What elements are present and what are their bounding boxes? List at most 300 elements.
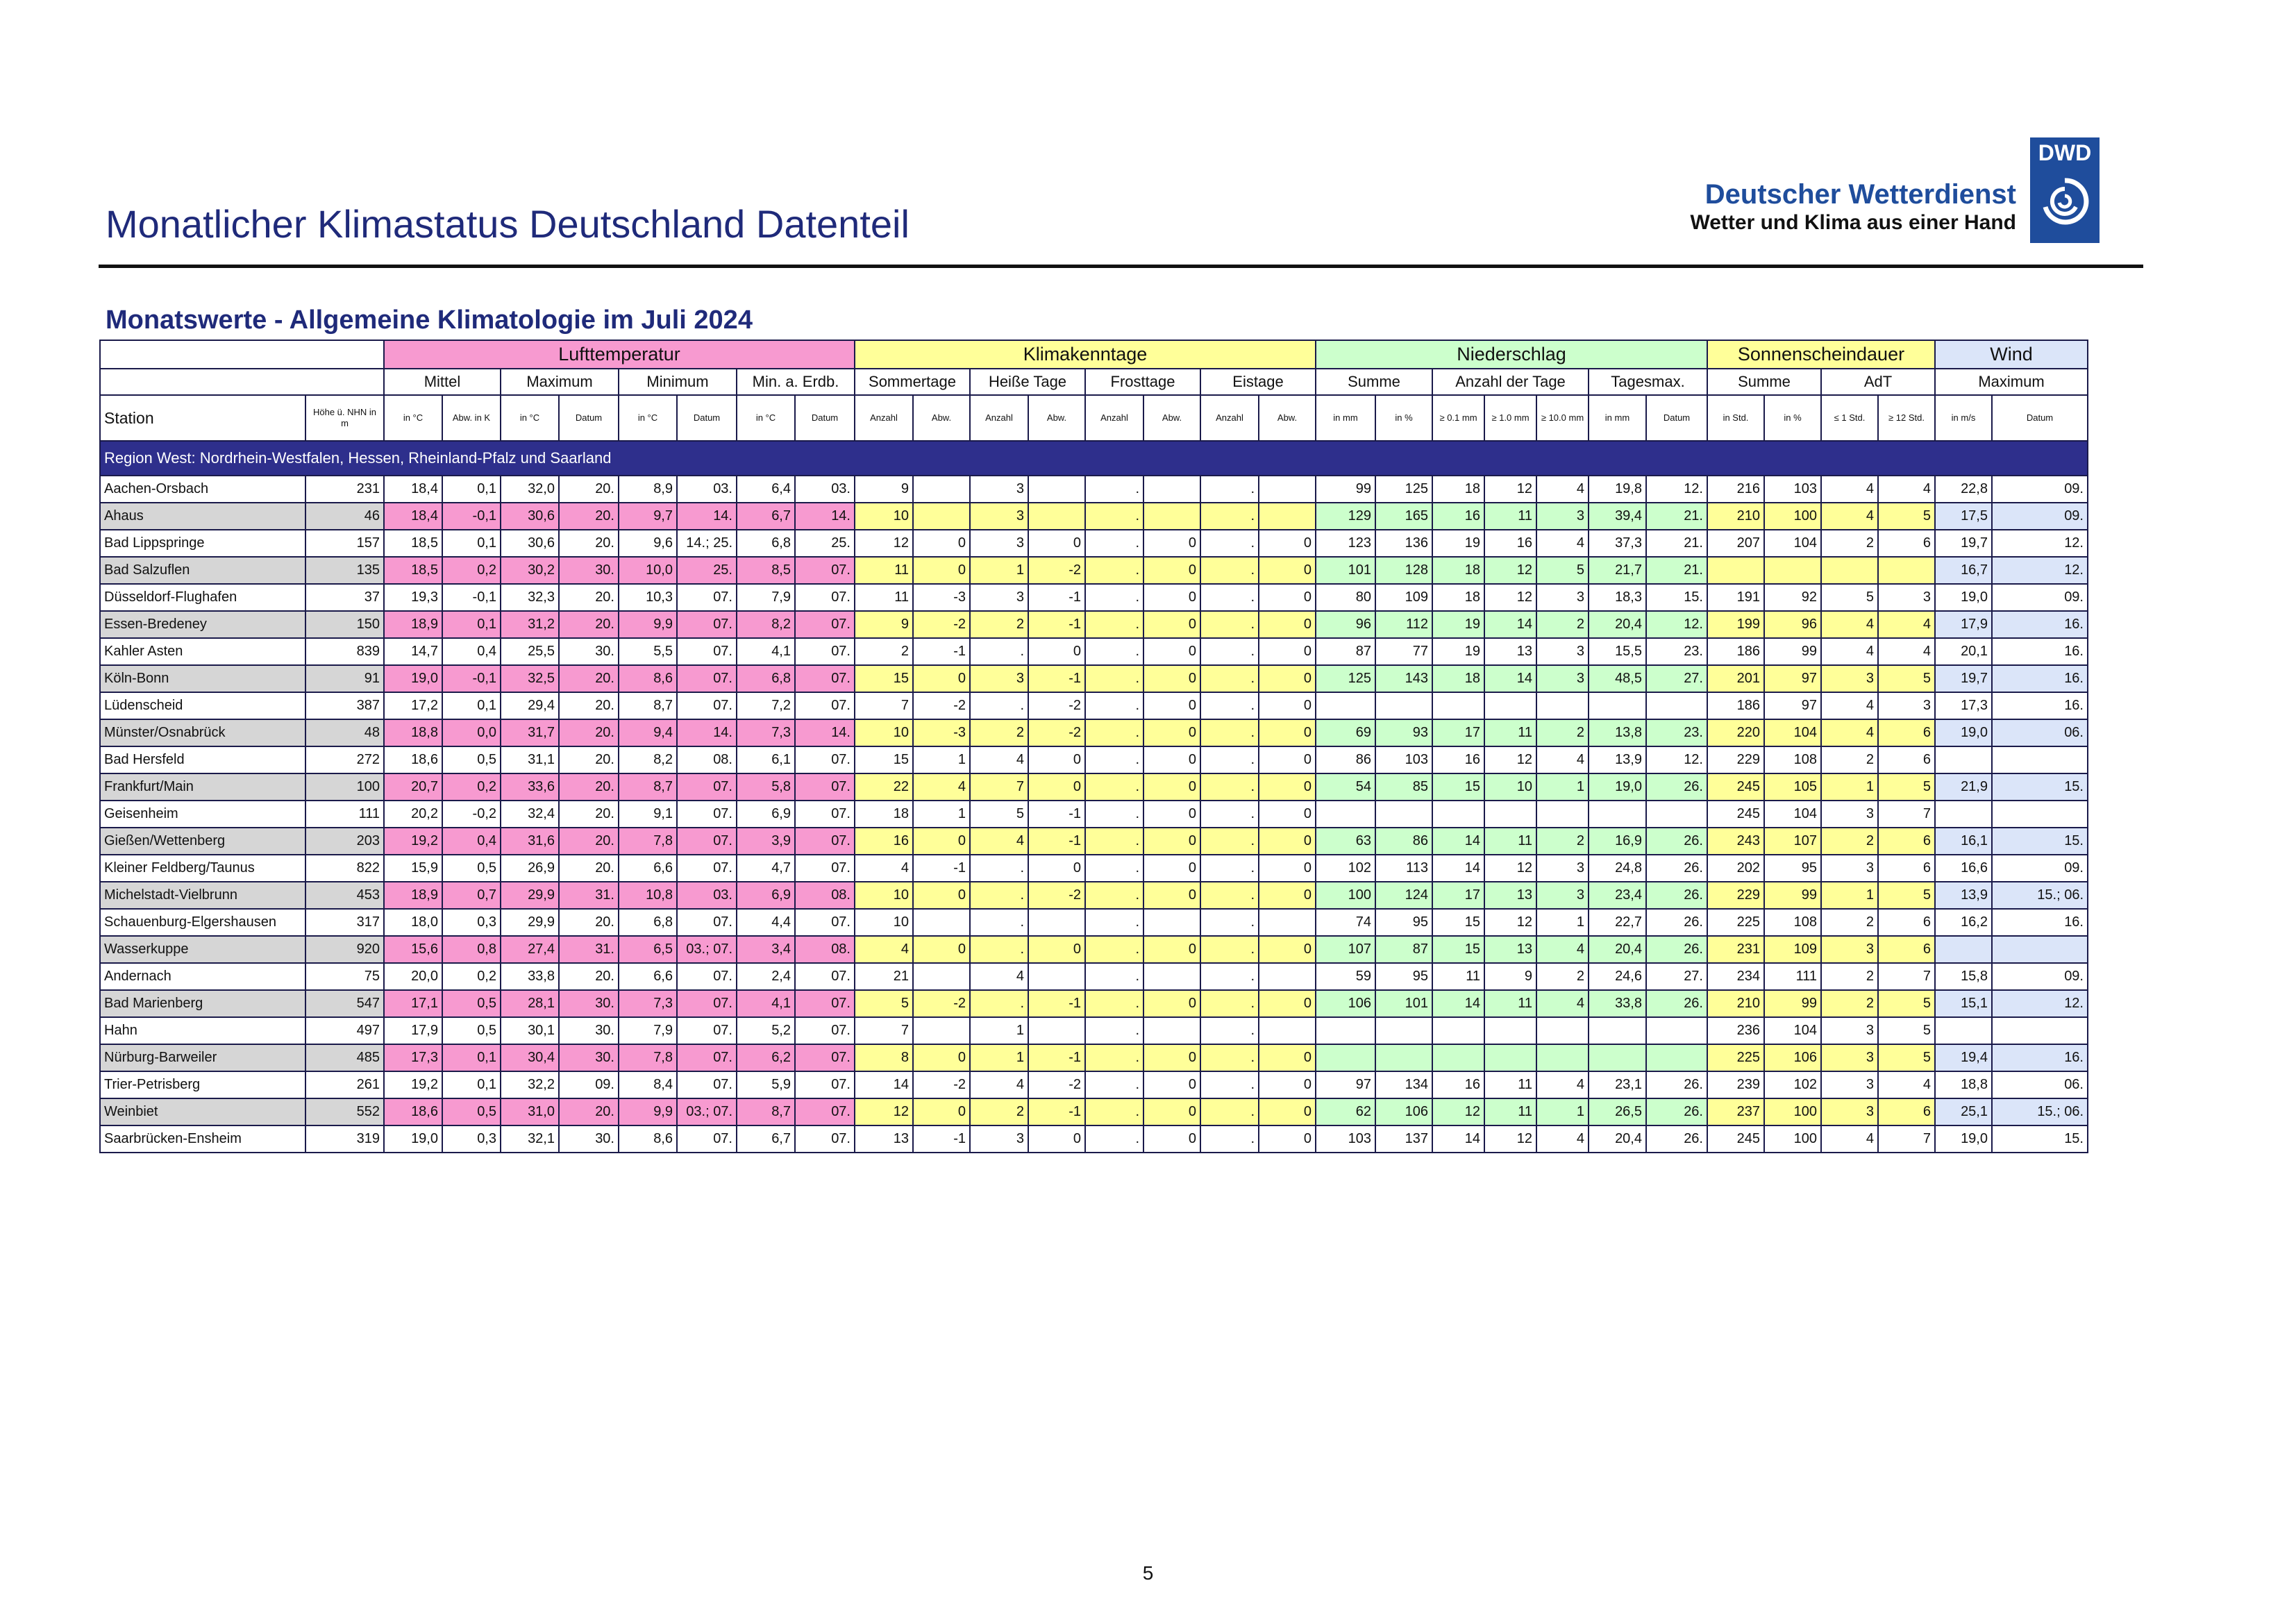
- table-cell: 15: [1432, 773, 1484, 801]
- table-cell: 3: [970, 476, 1028, 503]
- table-cell: 12: [1432, 1098, 1484, 1125]
- table-cell: 3,9: [737, 828, 795, 855]
- table-cell: .: [1085, 611, 1143, 638]
- table-cell: 0: [1143, 882, 1200, 909]
- table-cell: -2: [1028, 1071, 1085, 1098]
- table-cell: 07.: [677, 855, 737, 882]
- table-cell: 15,6: [384, 936, 442, 963]
- table-cell: 6,8: [619, 909, 677, 936]
- table-cell: 32,2: [501, 1071, 559, 1098]
- table-cell: [1143, 963, 1200, 990]
- table-cell: 16.: [1992, 692, 2088, 719]
- table-cell: 0: [1028, 773, 1085, 801]
- table-cell: 20,0: [384, 963, 442, 990]
- table-cell: 3: [1536, 855, 1589, 882]
- table-title: Monatswerte - Allgemeine Klimatologie im Juli 2024: [106, 305, 753, 335]
- table-cell: 59: [1316, 963, 1375, 990]
- table-cell: 0: [1259, 746, 1316, 773]
- table-cell: [1484, 1044, 1536, 1071]
- table-cell: 3: [970, 503, 1028, 530]
- table-cell: 11: [1484, 828, 1536, 855]
- station-name: Wasserkuppe: [100, 936, 305, 963]
- table-cell: 0: [1143, 1098, 1200, 1125]
- table-cell: 08.: [677, 746, 737, 773]
- table-cell: 19,7: [1935, 665, 1992, 692]
- table-cell: .: [1200, 1044, 1259, 1071]
- table-cell: 19: [1432, 530, 1484, 557]
- table-cell: 03.; 07.: [677, 936, 737, 963]
- table-row: [100, 746, 2088, 773]
- table-cell: .: [1085, 665, 1143, 692]
- table-row: [100, 936, 2088, 963]
- unit-header: Datum: [677, 395, 737, 441]
- table-cell: 1: [1536, 909, 1589, 936]
- table-cell: .: [1200, 746, 1259, 773]
- table-cell: 07.: [677, 963, 737, 990]
- table-cell: 3: [1878, 584, 1935, 611]
- table-cell: 16: [855, 828, 913, 855]
- table-cell: 245: [1707, 1125, 1764, 1153]
- table-cell: 07.: [795, 638, 855, 665]
- page-number: 5: [1142, 1562, 1154, 1584]
- table-cell: 5,5: [619, 638, 677, 665]
- unit-header: in %: [1764, 395, 1821, 441]
- table-cell: 6: [1878, 719, 1935, 746]
- table-cell: 7: [1878, 963, 1935, 990]
- table-head: [100, 340, 2088, 441]
- unit-header: Datum: [1992, 395, 2088, 441]
- table-cell: [1375, 801, 1432, 828]
- table-cell: 07.: [795, 1044, 855, 1071]
- table-cell: 2,4: [737, 963, 795, 990]
- table-cell: 0,5: [442, 746, 501, 773]
- table-cell: [1432, 1017, 1484, 1044]
- table-cell: 112: [1375, 611, 1432, 638]
- table-cell: 17,9: [1935, 611, 1992, 638]
- table-cell: 4: [913, 773, 970, 801]
- table-cell: 17,9: [384, 1017, 442, 1044]
- sub-maximum: Maximum: [501, 369, 619, 395]
- table-cell: 0: [913, 557, 970, 584]
- table-cell: 9: [855, 476, 913, 503]
- table-cell: 21: [855, 963, 913, 990]
- table-cell: 18,9: [384, 611, 442, 638]
- sub-eistage: Eistage: [1200, 369, 1316, 395]
- table-cell: 10: [855, 503, 913, 530]
- sub-min-erdb: Min. a. Erdb.: [737, 369, 855, 395]
- table-cell: 13,9: [1589, 746, 1646, 773]
- table-cell: 19,7: [1935, 530, 1992, 557]
- table-cell: 18,4: [384, 476, 442, 503]
- table-cell: -2: [1028, 719, 1085, 746]
- table-cell: 225: [1707, 909, 1764, 936]
- table-cell: 19,2: [384, 828, 442, 855]
- table-cell: [1821, 557, 1878, 584]
- table-cell: 125: [1375, 476, 1432, 503]
- table-cell: 07.: [795, 963, 855, 990]
- table-cell: 15.: [1992, 773, 2088, 801]
- unit-header: ≥ 1.0 mm: [1484, 395, 1536, 441]
- table-row: [100, 801, 2088, 828]
- table-cell: 14: [1432, 990, 1484, 1017]
- table-cell: 18,5: [384, 557, 442, 584]
- table-cell: 6,7: [737, 503, 795, 530]
- table-cell: 229: [1707, 882, 1764, 909]
- table-cell: 3: [1821, 1071, 1878, 1098]
- table-cell: 104: [1764, 801, 1821, 828]
- table-cell: [1536, 1044, 1589, 1071]
- table-cell: [1259, 1017, 1316, 1044]
- table-cell: 0: [1028, 1125, 1085, 1153]
- table-cell: 2: [1821, 746, 1878, 773]
- table-cell: -1: [913, 1125, 970, 1153]
- table-cell: 18: [855, 801, 913, 828]
- table-cell: 6: [1878, 530, 1935, 557]
- table-cell: 225: [1707, 1044, 1764, 1071]
- table-cell: 3: [1821, 1044, 1878, 1071]
- table-cell: 74: [1316, 909, 1375, 936]
- table-cell: 20.: [559, 476, 619, 503]
- table-cell: 107: [1316, 936, 1375, 963]
- table-cell: 07.: [795, 1125, 855, 1153]
- table-cell: 5,9: [737, 1071, 795, 1098]
- table-cell: .: [1200, 1125, 1259, 1153]
- table-cell: 18,9: [384, 882, 442, 909]
- table-cell: 3: [970, 530, 1028, 557]
- table-cell: -1: [1028, 1044, 1085, 1071]
- table-cell: 243: [1707, 828, 1764, 855]
- table-row: [100, 1044, 2088, 1071]
- table-cell: 18: [1432, 476, 1484, 503]
- table-cell: 0,1: [442, 476, 501, 503]
- table-cell: 203: [305, 828, 384, 855]
- table-cell: 552: [305, 1098, 384, 1125]
- table-cell: 17: [1432, 882, 1484, 909]
- table-cell: 4: [1878, 1071, 1935, 1098]
- unit-header: Abw. in K: [442, 395, 501, 441]
- table-cell: 07.: [795, 773, 855, 801]
- unit-header: Datum: [559, 395, 619, 441]
- sub-adt: AdT: [1821, 369, 1935, 395]
- table-cell: [1028, 1017, 1085, 1044]
- table-cell: 9,9: [619, 1098, 677, 1125]
- table-cell: 25,1: [1935, 1098, 1992, 1125]
- table-cell: 4: [970, 746, 1028, 773]
- table-cell: 18,4: [384, 503, 442, 530]
- group-klimakenntage: Klimakenntage: [855, 340, 1316, 369]
- table-cell: 5: [1878, 665, 1935, 692]
- table-cell: 0: [913, 665, 970, 692]
- table-cell: 29,9: [501, 909, 559, 936]
- unit-header: Datum: [795, 395, 855, 441]
- table-cell: [1259, 963, 1316, 990]
- table-cell: 3: [1821, 801, 1878, 828]
- table-cell: 5,8: [737, 773, 795, 801]
- station-name: Bad Lippspringe: [100, 530, 305, 557]
- station-name: Schauenburg-Elgershausen: [100, 909, 305, 936]
- table-cell: 0: [913, 1098, 970, 1125]
- station-name: Andernach: [100, 963, 305, 990]
- table-cell: 4: [855, 855, 913, 882]
- table-cell: .: [1200, 1017, 1259, 1044]
- table-cell: 22,7: [1589, 909, 1646, 936]
- table-cell: -1: [1028, 611, 1085, 638]
- table-cell: 07.: [677, 1044, 737, 1071]
- table-cell: 165: [1375, 503, 1432, 530]
- table-cell: 3,4: [737, 936, 795, 963]
- table-cell: 4: [1878, 638, 1935, 665]
- table-cell: [1028, 909, 1085, 936]
- table-cell: 07.: [677, 1017, 737, 1044]
- dwd-logo: [1651, 137, 2100, 243]
- table-cell: .: [1085, 1125, 1143, 1153]
- table-cell: 124: [1375, 882, 1432, 909]
- table-cell: 17,3: [1935, 692, 1992, 719]
- sub-minimum: Minimum: [619, 369, 737, 395]
- table-cell: 103: [1316, 1125, 1375, 1153]
- table-cell: 12: [1484, 584, 1536, 611]
- table-cell: 14: [1432, 855, 1484, 882]
- table-cell: 4: [970, 1071, 1028, 1098]
- table-cell: 15: [1432, 909, 1484, 936]
- station-name: Köln-Bonn: [100, 665, 305, 692]
- table-cell: 27.: [1646, 963, 1707, 990]
- table-cell: .: [1200, 855, 1259, 882]
- table-cell: [1375, 1044, 1432, 1071]
- table-cell: 13,9: [1935, 882, 1992, 909]
- table-cell: 5: [970, 801, 1028, 828]
- table-row: [100, 530, 2088, 557]
- table-cell: 3: [1878, 692, 1935, 719]
- table-cell: 9,7: [619, 503, 677, 530]
- table-cell: 1: [913, 746, 970, 773]
- station-name: Nürburg-Barweiler: [100, 1044, 305, 1071]
- table-cell: 186: [1707, 638, 1764, 665]
- table-cell: 16: [1432, 746, 1484, 773]
- table-cell: 0: [1028, 746, 1085, 773]
- table-cell: 0: [1028, 855, 1085, 882]
- table-cell: -3: [913, 584, 970, 611]
- table-cell: 19,0: [1935, 584, 1992, 611]
- table-cell: 19,4: [1935, 1044, 1992, 1071]
- table-cell: 20.: [559, 692, 619, 719]
- table-cell: 8,7: [619, 773, 677, 801]
- table-cell: 14.; 25.: [677, 530, 737, 557]
- table-cell: 1: [1536, 1098, 1589, 1125]
- table-cell: 23.: [1646, 638, 1707, 665]
- table-cell: 11: [1484, 1071, 1536, 1098]
- table-cell: 497: [305, 1017, 384, 1044]
- table-cell: 99: [1316, 476, 1375, 503]
- table-cell: 39,4: [1589, 503, 1646, 530]
- table-cell: 0,1: [442, 692, 501, 719]
- table-cell: 129: [1316, 503, 1375, 530]
- table-cell: 91: [305, 665, 384, 692]
- table-cell: 25,5: [501, 638, 559, 665]
- table-cell: -0,2: [442, 801, 501, 828]
- table-cell: 13: [855, 1125, 913, 1153]
- table-cell: -0,1: [442, 503, 501, 530]
- table-cell: 4: [1536, 990, 1589, 1017]
- table-cell: 3: [1821, 665, 1878, 692]
- table-cell: .: [1085, 530, 1143, 557]
- table-cell: 07.: [677, 1125, 737, 1153]
- table-cell: [1935, 746, 1992, 773]
- table-cell: 6,6: [619, 963, 677, 990]
- table-cell: 4: [1821, 503, 1878, 530]
- table-cell: 14,7: [384, 638, 442, 665]
- table-cell: .: [1200, 773, 1259, 801]
- table-cell: .: [1200, 1098, 1259, 1125]
- table-cell: 104: [1764, 530, 1821, 557]
- table-cell: 12.: [1992, 557, 2088, 584]
- table-cell: 26.: [1646, 990, 1707, 1017]
- table-row: [100, 584, 2088, 611]
- table-cell: 20,1: [1935, 638, 1992, 665]
- table-cell: [1028, 476, 1085, 503]
- table-cell: 220: [1707, 719, 1764, 746]
- table-cell: [913, 503, 970, 530]
- table-cell: 137: [1375, 1125, 1432, 1153]
- table-cell: 7,3: [619, 990, 677, 1017]
- table-cell: 4: [1536, 1071, 1589, 1098]
- table-cell: 23,4: [1589, 882, 1646, 909]
- table-cell: 8,2: [737, 611, 795, 638]
- table-cell: 6,8: [737, 530, 795, 557]
- table-row: [100, 1098, 2088, 1125]
- table-cell: 2: [1821, 990, 1878, 1017]
- table-cell: 20.: [559, 801, 619, 828]
- table-cell: 6: [1878, 746, 1935, 773]
- unit-header: in %: [1375, 395, 1432, 441]
- table-cell: 15.: [1992, 828, 2088, 855]
- table-cell: 0: [1143, 692, 1200, 719]
- table-cell: 15,9: [384, 855, 442, 882]
- table-cell: -1: [1028, 1098, 1085, 1125]
- table-cell: 20.: [559, 855, 619, 882]
- table-cell: 0: [1143, 773, 1200, 801]
- table-cell: 17,2: [384, 692, 442, 719]
- table-cell: .: [1085, 1017, 1143, 1044]
- table-cell: 13,8: [1589, 719, 1646, 746]
- table-cell: 0,1: [442, 530, 501, 557]
- table-cell: 0: [1259, 719, 1316, 746]
- station-name: Saarbrücken-Ensheim: [100, 1125, 305, 1153]
- table-cell: 20.: [559, 963, 619, 990]
- table-cell: 3: [1536, 665, 1589, 692]
- table-cell: 157: [305, 530, 384, 557]
- table-cell: [1484, 1017, 1536, 1044]
- table-cell: 8: [855, 1044, 913, 1071]
- header-blank: [100, 369, 384, 395]
- station-name: Geisenheim: [100, 801, 305, 828]
- table-row: [100, 557, 2088, 584]
- table-cell: 135: [305, 557, 384, 584]
- table-cell: 4: [1821, 719, 1878, 746]
- table-cell: 0: [1143, 828, 1200, 855]
- table-cell: 8,9: [619, 476, 677, 503]
- logo-abbr: DWD: [2038, 140, 2092, 165]
- sub-wind-maximum: Maximum: [1935, 369, 2088, 395]
- table-cell: 8,6: [619, 665, 677, 692]
- table-cell: 0: [1259, 638, 1316, 665]
- table-cell: 100: [305, 773, 384, 801]
- table-cell: [1878, 557, 1935, 584]
- table-cell: 4: [1536, 476, 1589, 503]
- station-name: Düsseldorf-Flughafen: [100, 584, 305, 611]
- table-cell: 09.: [1992, 963, 2088, 990]
- table-cell: 0: [1028, 936, 1085, 963]
- table-cell: 20,4: [1589, 611, 1646, 638]
- table-cell: 136: [1375, 530, 1432, 557]
- table-cell: 2: [970, 719, 1028, 746]
- table-cell: 8,4: [619, 1071, 677, 1098]
- table-cell: .: [970, 936, 1028, 963]
- table-cell: 8,5: [737, 557, 795, 584]
- table-cell: .: [1200, 503, 1259, 530]
- table-cell: .: [1085, 692, 1143, 719]
- table-cell: 06.: [1992, 719, 2088, 746]
- table-cell: 99: [1764, 882, 1821, 909]
- table-cell: 143: [1375, 665, 1432, 692]
- table-cell: 9,4: [619, 719, 677, 746]
- table-cell: [1992, 1017, 2088, 1044]
- table-cell: [1992, 936, 2088, 963]
- table-cell: -0,1: [442, 584, 501, 611]
- table-cell: -1: [1028, 665, 1085, 692]
- table-cell: .: [1200, 909, 1259, 936]
- table-cell: 16,2: [1935, 909, 1992, 936]
- table-cell: 0: [1143, 530, 1200, 557]
- table-cell: 09.: [559, 1071, 619, 1098]
- table-cell: 32,1: [501, 1125, 559, 1153]
- unit-header: in °C: [737, 395, 795, 441]
- table-cell: 12.: [1646, 746, 1707, 773]
- table-cell: 2: [1536, 828, 1589, 855]
- table-cell: 11: [855, 584, 913, 611]
- table-cell: 30.: [559, 990, 619, 1017]
- unit-header: in mm: [1589, 395, 1646, 441]
- table-cell: 239: [1707, 1071, 1764, 1098]
- table-cell: 9: [1484, 963, 1536, 990]
- table-cell: 18,8: [1935, 1071, 1992, 1098]
- table-row: [100, 638, 2088, 665]
- table-cell: 15: [855, 746, 913, 773]
- table-cell: .: [970, 909, 1028, 936]
- climate-table: [99, 340, 2088, 1153]
- table-cell: 0,7: [442, 882, 501, 909]
- table-cell: 104: [1764, 719, 1821, 746]
- table-cell: [1536, 1017, 1589, 1044]
- table-cell: 210: [1707, 503, 1764, 530]
- table-cell: 15.: [1646, 584, 1707, 611]
- table-cell: 19,2: [384, 1071, 442, 1098]
- table-cell: 111: [305, 801, 384, 828]
- table-cell: 0,5: [442, 855, 501, 882]
- table-cell: 07.: [795, 557, 855, 584]
- table-cell: 18,5: [384, 530, 442, 557]
- table-cell: 4: [1536, 936, 1589, 963]
- table-cell: 29,4: [501, 692, 559, 719]
- station-name: Kleiner Feldberg/Taunus: [100, 855, 305, 882]
- table-cell: 12: [1484, 557, 1536, 584]
- table-cell: 0,4: [442, 638, 501, 665]
- table-cell: 0: [1143, 1125, 1200, 1153]
- table-cell: 105: [1764, 773, 1821, 801]
- table-cell: 2: [1821, 530, 1878, 557]
- table-cell: .: [1200, 963, 1259, 990]
- table-cell: [1259, 909, 1316, 936]
